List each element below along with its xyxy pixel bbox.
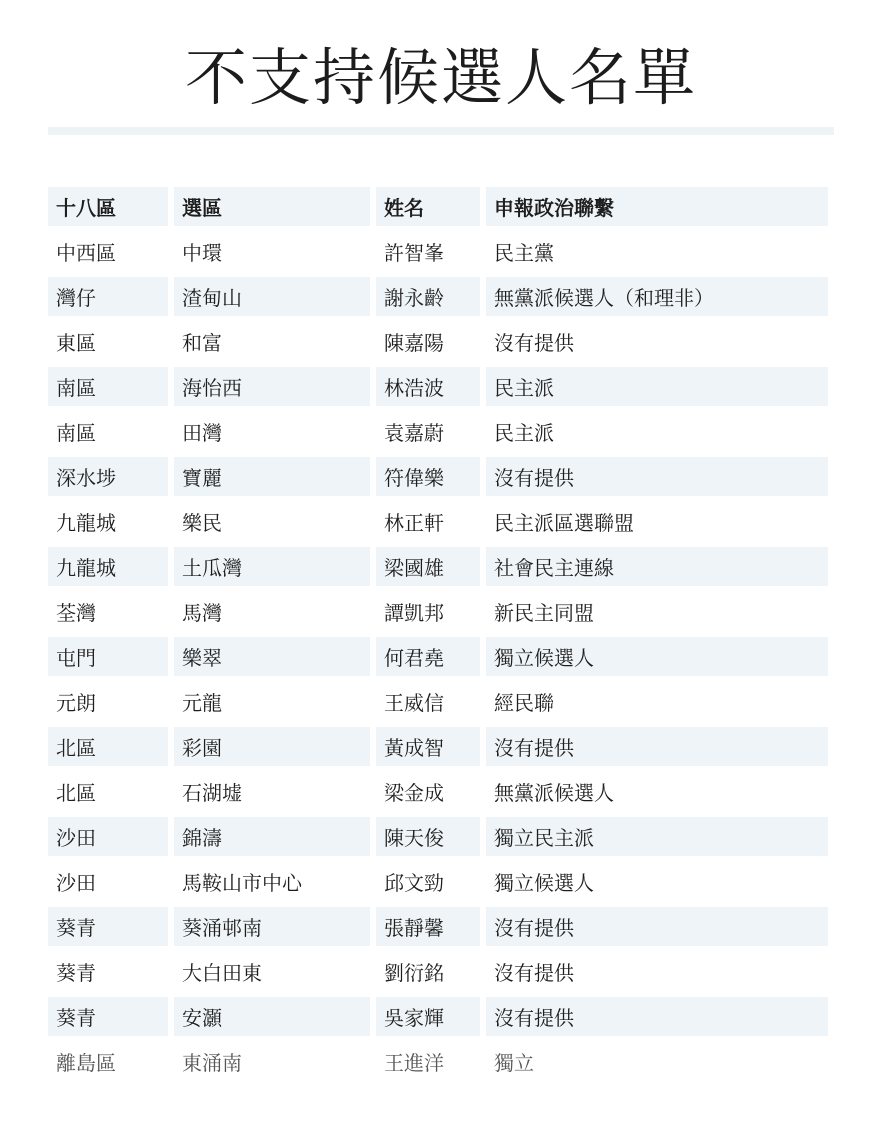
- header-constituency: 選區: [174, 187, 370, 226]
- cell-district: 北區: [48, 727, 168, 766]
- cell-constituency: 彩園: [174, 727, 370, 766]
- cell-political-affiliation: 民主派區選聯盟: [494, 511, 634, 535]
- header-district: 十八區: [48, 187, 168, 226]
- cell-name: 謝永齡: [376, 277, 480, 316]
- cell-name: 吳家輝: [376, 997, 480, 1036]
- table-row: [48, 769, 834, 814]
- cell-political-affiliation: 民主黨: [494, 241, 554, 265]
- table-row: [48, 319, 834, 364]
- cell-constituency: 樂翠: [174, 637, 370, 676]
- table-row: [48, 1039, 834, 1084]
- cell-district: 九龍城: [56, 511, 116, 535]
- cell-district: 荃灣: [56, 601, 96, 625]
- cell-district: 灣仔: [48, 277, 168, 316]
- candidate-table: [48, 184, 834, 1084]
- cell-constituency: 馬鞍山市中心: [182, 871, 302, 895]
- cell-name: 林正軒: [384, 511, 444, 535]
- cell-name: 梁國雄: [376, 547, 480, 586]
- cell-district: 深水埗: [48, 457, 168, 496]
- cell-name: 何君堯: [376, 637, 480, 676]
- table-header-row: [48, 184, 834, 229]
- cell-constituency: 土瓜灣: [174, 547, 370, 586]
- cell-political-affiliation: 獨立民主派: [486, 817, 828, 856]
- cell-constituency: 大白田東: [182, 961, 262, 985]
- table-row: [48, 229, 834, 274]
- cell-constituency: 葵涌邨南: [174, 907, 370, 946]
- cell-political-affiliation: 獨立候選人: [494, 871, 594, 895]
- cell-political-affiliation: 新民主同盟: [494, 601, 594, 625]
- cell-district: 葵青: [48, 997, 168, 1036]
- cell-political-affiliation: 無黨派候選人: [494, 781, 614, 805]
- cell-name: 邱文勁: [384, 871, 444, 895]
- cell-district: 沙田: [48, 817, 168, 856]
- cell-name: 袁嘉蔚: [384, 421, 444, 445]
- cell-political-affiliation: 沒有提供: [494, 961, 574, 985]
- cell-political-affiliation: 獨立候選人: [486, 637, 828, 676]
- title-divider: [48, 127, 834, 135]
- header-name: 姓名: [376, 187, 480, 226]
- cell-district: 九龍城: [48, 547, 168, 586]
- cell-district: 北區: [56, 781, 96, 805]
- table-row: [48, 454, 834, 499]
- cell-constituency: 元龍: [182, 691, 222, 715]
- table-row: [48, 409, 834, 454]
- cell-district: 離島區: [56, 1051, 116, 1075]
- cell-constituency: 馬灣: [182, 601, 222, 625]
- header-political-affiliation: 申報政治聯繫: [486, 187, 828, 226]
- page-title: 不支持候選人名單: [184, 41, 697, 114]
- table-row: [48, 814, 834, 859]
- cell-district: 南區: [48, 367, 168, 406]
- cell-name: 劉衍銘: [384, 961, 444, 985]
- cell-district: 葵青: [56, 961, 96, 985]
- table-row: [48, 634, 834, 679]
- cell-name: 許智峯: [384, 241, 444, 265]
- cell-constituency: 田灣: [182, 421, 222, 445]
- cell-political-affiliation: 沒有提供: [486, 457, 828, 496]
- cell-political-affiliation: 經民聯: [494, 691, 554, 715]
- cell-constituency: 東涌南: [182, 1051, 242, 1075]
- cell-political-affiliation: 無黨派候選人（和理非）: [486, 277, 828, 316]
- table-row: [48, 679, 834, 724]
- cell-name: 陳天俊: [376, 817, 480, 856]
- table-row: [48, 994, 834, 1039]
- cell-name: 林浩波: [376, 367, 480, 406]
- cell-political-affiliation: 沒有提供: [486, 907, 828, 946]
- cell-constituency: 樂民: [182, 511, 222, 535]
- cell-name: 黃成智: [376, 727, 480, 766]
- cell-district: 東區: [56, 331, 96, 355]
- cell-political-affiliation: 民主派: [486, 367, 828, 406]
- cell-name: 梁金成: [384, 781, 444, 805]
- cell-constituency: 錦濤: [174, 817, 370, 856]
- table-row: [48, 724, 834, 769]
- table-row: [48, 949, 834, 994]
- cell-name: 符偉樂: [376, 457, 480, 496]
- cell-district: 沙田: [56, 871, 96, 895]
- cell-district: 屯門: [48, 637, 168, 676]
- table-body: [48, 229, 834, 1084]
- table-row: [48, 544, 834, 589]
- table-row: [48, 589, 834, 634]
- cell-name: 陳嘉陽: [384, 331, 444, 355]
- table-row: [48, 904, 834, 949]
- cell-constituency: 渣甸山: [174, 277, 370, 316]
- table-row: [48, 499, 834, 544]
- table-row: [48, 859, 834, 904]
- cell-political-affiliation: 獨立: [494, 1051, 534, 1075]
- cell-constituency: 中環: [182, 241, 222, 265]
- cell-political-affiliation: 民主派: [494, 421, 554, 445]
- cell-political-affiliation: 沒有提供: [494, 331, 574, 355]
- cell-constituency: 安灝: [174, 997, 370, 1036]
- cell-political-affiliation: 沒有提供: [486, 727, 828, 766]
- cell-district: 葵青: [48, 907, 168, 946]
- cell-constituency: 石湖墟: [182, 781, 242, 805]
- cell-political-affiliation: 沒有提供: [486, 997, 828, 1036]
- table-row: [48, 274, 834, 319]
- cell-name: 張靜馨: [376, 907, 480, 946]
- cell-district: 中西區: [56, 241, 116, 265]
- cell-district: 元朗: [56, 691, 96, 715]
- table-row: [48, 364, 834, 409]
- cell-district: 南區: [56, 421, 96, 445]
- cell-constituency: 寶麗: [174, 457, 370, 496]
- cell-name: 王進洋: [384, 1051, 444, 1075]
- cell-constituency: 和富: [182, 331, 222, 355]
- cell-political-affiliation: 社會民主連線: [486, 547, 828, 586]
- cell-name: 王威信: [384, 691, 444, 715]
- cell-constituency: 海怡西: [174, 367, 370, 406]
- cell-name: 譚凱邦: [384, 601, 444, 625]
